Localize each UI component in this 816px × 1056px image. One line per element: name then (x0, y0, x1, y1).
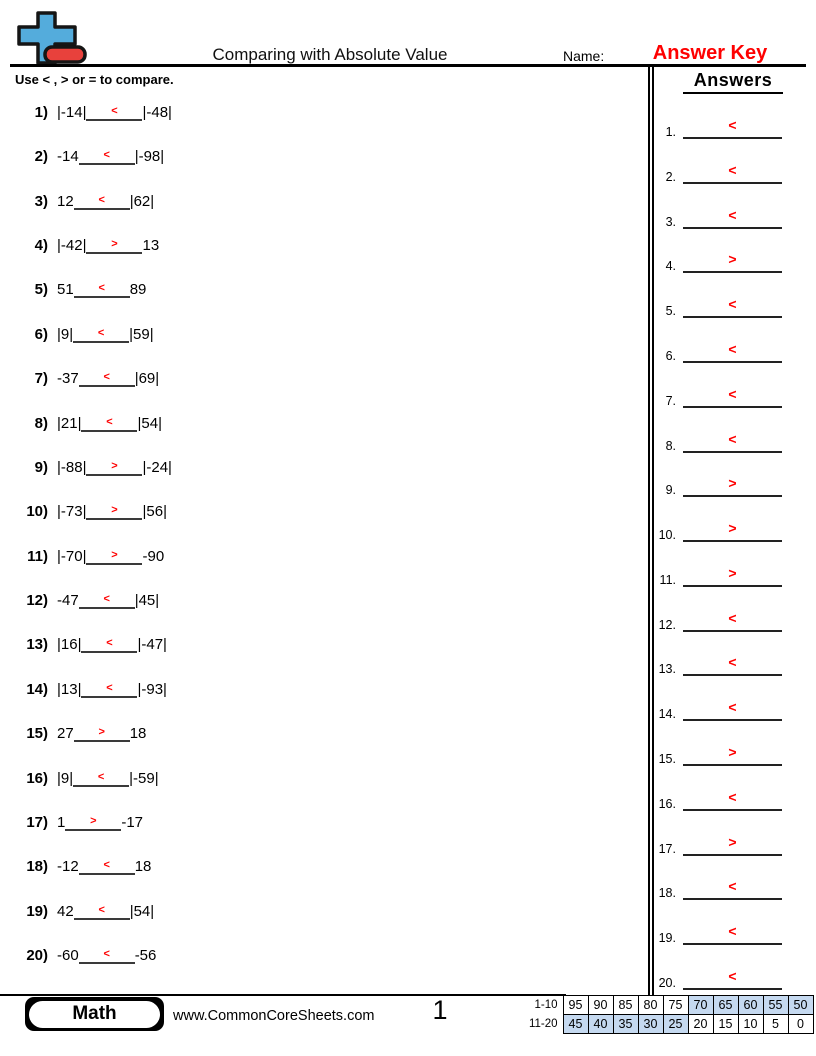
answers-heading: Answers (683, 70, 783, 94)
header-divider-line (10, 64, 806, 67)
answer-line (683, 834, 782, 856)
page-title: Comparing with Absolute Value (212, 45, 448, 64)
problem-left-value: -37 (57, 370, 79, 388)
answer-symbol: < (728, 609, 737, 626)
answer-blank-line (81, 633, 137, 653)
problem-row (14, 498, 167, 520)
problem-answer-symbol: < (103, 593, 110, 606)
problem-number: 1) (34, 104, 48, 121)
plus-minus-icon (14, 10, 90, 66)
problem-number: 6) (34, 325, 48, 343)
problem-right-value: |-98| (134, 148, 165, 166)
score-cell: 5 (763, 1015, 788, 1034)
subject-badge (25, 997, 164, 1031)
answer-number: 6. (665, 348, 676, 363)
answer-row (652, 876, 782, 900)
score-cell: 85 (613, 996, 638, 1015)
answer-symbol: > (728, 520, 737, 537)
problem-number: 17) (26, 813, 48, 831)
problem-number: 15) (26, 725, 48, 743)
problem-answer-symbol: < (111, 105, 118, 117)
answer-blank-line (86, 545, 142, 565)
answer-line (683, 296, 782, 318)
answer-number: 14. (658, 707, 676, 722)
problem-left-value: 27 (57, 725, 74, 743)
problem-left-value: |-70| (57, 547, 87, 565)
answer-symbol: > (728, 564, 737, 581)
problem-right-value: 89 (129, 281, 147, 299)
answer-number: 12. (658, 617, 676, 632)
problem-left-value: |-73| (57, 503, 87, 521)
score-cell: 80 (638, 996, 663, 1015)
answer-blank-line (65, 811, 121, 831)
problem-left-value: |9| (57, 769, 74, 787)
answer-symbol: < (728, 654, 737, 671)
score-row-label: 1-10 (534, 999, 558, 1011)
problem-left-value: |9| (57, 325, 74, 343)
answer-symbol: < (728, 117, 737, 133)
answer-symbol: < (728, 296, 737, 313)
problem-answer-symbol: > (111, 238, 118, 251)
problem-right-value: 13 (142, 237, 160, 255)
score-cell: 40 (588, 1015, 613, 1034)
answer-line (683, 162, 782, 184)
answer-number: 20. (658, 976, 676, 990)
answer-row (652, 339, 782, 363)
answer-blank-line (74, 722, 130, 742)
problem-row (14, 188, 154, 210)
answer-blank-line (73, 767, 129, 787)
problem-number: 3) (34, 192, 48, 210)
problem-answer-symbol: > (90, 814, 97, 827)
answer-row (652, 160, 782, 184)
problem-number: 9) (34, 458, 48, 476)
answer-blank-line (74, 190, 130, 210)
problem-row (14, 276, 146, 298)
answer-row (652, 608, 782, 632)
answer-blank-line (86, 101, 142, 121)
problem-number: 10) (26, 503, 48, 521)
score-cell: 65 (713, 996, 738, 1015)
answer-line (683, 341, 782, 363)
answer-symbol: < (728, 340, 737, 357)
problem-right-value: 18 (134, 858, 152, 876)
problem-row (14, 232, 159, 254)
score-table-row (517, 996, 813, 1015)
problem-answer-symbol: < (103, 859, 110, 872)
problem-left-value: 1 (57, 813, 66, 831)
problem-right-value: |69| (134, 370, 160, 388)
answer-row (652, 787, 782, 811)
answer-number: 2. (665, 169, 676, 184)
answer-blank-line (86, 234, 142, 254)
problem-number: 8) (34, 414, 48, 432)
problem-number: 2) (34, 148, 48, 166)
answer-blank-line (81, 412, 137, 432)
page-number: 1 (432, 995, 448, 1025)
answer-row (652, 205, 782, 229)
answer-number: 8. (665, 438, 676, 453)
problem-row (14, 631, 167, 653)
answer-line (683, 610, 782, 632)
footer-divider-line (0, 994, 566, 996)
problem-row (14, 143, 164, 165)
score-table-row (517, 1015, 813, 1034)
answer-number: 3. (665, 214, 676, 229)
problem-right-value: |-59| (129, 769, 159, 787)
answer-line (683, 923, 782, 945)
problem-row (14, 898, 154, 920)
problem-answer-symbol: < (98, 282, 105, 295)
score-cell: 70 (688, 996, 713, 1015)
answer-number: 4. (665, 259, 676, 274)
answer-number: 17. (658, 841, 676, 856)
answer-number: 11. (659, 572, 676, 587)
answer-line (683, 117, 782, 139)
problem-right-value: |59| (129, 325, 154, 343)
problem-number: 5) (34, 281, 48, 299)
problem-left-value: |-14| (57, 104, 87, 121)
problem-number: 20) (26, 947, 48, 965)
answer-line (683, 744, 782, 766)
score-table (517, 995, 814, 1034)
problem-answer-symbol: > (111, 548, 118, 561)
answer-row (652, 473, 782, 497)
problem-number: 14) (26, 680, 48, 698)
problem-number: 19) (26, 902, 48, 920)
answer-symbol: < (728, 430, 737, 447)
problem-number: 7) (34, 370, 48, 388)
answer-blank-line (79, 589, 135, 609)
answer-line (683, 520, 782, 542)
score-cell: 45 (563, 1015, 588, 1034)
problem-left-value: |21| (57, 414, 82, 432)
answer-number: 1. (665, 125, 676, 139)
answer-blank-line (74, 900, 130, 920)
problem-right-value: |45| (134, 592, 160, 610)
answer-line (683, 565, 782, 587)
problem-right-value: 18 (129, 725, 147, 743)
problem-answer-symbol: < (98, 903, 105, 916)
answer-symbol: > (728, 833, 737, 850)
problem-left-value: -14 (57, 148, 79, 166)
score-cell: 10 (738, 1015, 763, 1034)
problem-row (14, 809, 143, 831)
answer-symbol: < (728, 878, 737, 895)
problem-answer-symbol: < (106, 637, 113, 650)
score-cell: 60 (738, 996, 763, 1015)
problem-right-value: |62| (129, 192, 155, 210)
problem-number: 12) (26, 592, 48, 610)
answer-symbol: < (728, 788, 737, 805)
problem-right-value: |-93| (137, 680, 167, 698)
score-cell: 50 (788, 996, 813, 1015)
answer-line (683, 207, 782, 229)
problem-right-value: |56| (142, 503, 167, 521)
answer-number: 19. (658, 931, 676, 946)
instructions: Use < , > or = to compare. (15, 72, 174, 87)
name-label: Name: (563, 48, 605, 64)
problem-number: 11) (27, 547, 48, 565)
answer-symbol: < (728, 206, 737, 223)
answer-number: 5. (665, 304, 676, 319)
answer-blank-line (86, 500, 142, 520)
problem-answer-symbol: < (98, 193, 105, 206)
score-cell: 20 (688, 1015, 713, 1034)
problem-answer-symbol: < (106, 415, 113, 428)
problem-answer-symbol: > (98, 726, 105, 739)
answer-blank-line (81, 678, 137, 698)
answer-line (683, 431, 782, 453)
problem-right-value: |-24| (142, 458, 172, 476)
problem-row (14, 587, 159, 609)
score-cell: 35 (613, 1015, 638, 1034)
answer-blank-line (74, 278, 130, 298)
answer-number: 15. (658, 752, 676, 767)
problem-row (14, 454, 172, 476)
problem-row (14, 676, 167, 698)
problem-right-value: |54| (137, 414, 162, 432)
score-cell: 15 (713, 1015, 738, 1034)
name-value-answer-key: Answer Key (652, 42, 768, 64)
answer-row (652, 518, 782, 542)
answer-symbol: > (728, 744, 737, 761)
answer-blank-line (79, 855, 135, 875)
answer-number: 16. (658, 796, 676, 811)
problem-row (14, 853, 151, 875)
answer-line (683, 251, 782, 273)
problem-left-value: |16| (57, 636, 82, 654)
problem-row (14, 365, 159, 387)
answer-row (652, 832, 782, 856)
answer-symbol: < (728, 699, 737, 716)
answer-row (652, 294, 782, 318)
answer-symbol: < (728, 385, 737, 402)
problem-number: 18) (26, 858, 48, 876)
score-cell: 90 (588, 996, 613, 1015)
answer-line (683, 386, 782, 408)
answer-number: 13. (658, 662, 676, 677)
answer-symbol: < (728, 161, 737, 178)
problem-answer-symbol: < (97, 770, 105, 783)
score-cell: 25 (663, 1015, 688, 1034)
problem-left-value: -47 (57, 592, 79, 610)
problem-number: 4) (34, 237, 48, 255)
answer-row (652, 563, 782, 587)
problem-number: 13) (26, 636, 48, 654)
problem-left-value: -12 (57, 858, 79, 876)
problem-answer-symbol: < (106, 681, 113, 694)
answer-blank-line (79, 145, 135, 165)
problem-right-value: -90 (142, 547, 165, 565)
score-cell: 95 (563, 996, 588, 1015)
answer-line (683, 878, 782, 900)
answer-symbol: > (728, 251, 737, 268)
answer-number: 10. (658, 528, 676, 543)
answer-symbol: < (728, 968, 737, 984)
answer-number: 7. (665, 393, 676, 408)
problem-right-value: -56 (134, 947, 157, 965)
answer-line (683, 654, 782, 676)
score-cell: 0 (788, 1015, 813, 1034)
score-cell: 75 (663, 996, 688, 1015)
answer-row (652, 249, 782, 273)
problem-row (14, 942, 156, 964)
problem-row (14, 765, 159, 787)
problem-answer-symbol: < (103, 149, 110, 162)
answer-row (652, 921, 782, 945)
answer-number: 18. (658, 886, 676, 901)
problem-right-value: |-48| (142, 104, 172, 121)
answer-blank-line (79, 367, 135, 387)
problem-right-value: |54| (129, 902, 155, 920)
website-url: www.CommonCoreSheets.com (173, 1008, 375, 1024)
problem-left-value: 51 (57, 281, 74, 299)
commoncoresheets-logo (14, 10, 90, 71)
answer-row (652, 115, 782, 139)
score-row-label: 11-20 (528, 1018, 558, 1030)
problem-right-value: |-47| (137, 636, 167, 654)
problem-left-value: 12 (57, 192, 74, 210)
answer-row (652, 652, 782, 676)
problem-row (14, 543, 164, 565)
subject-label: Math (29, 1001, 160, 1028)
problem-answer-symbol: < (103, 948, 110, 961)
problem-row (14, 720, 146, 742)
score-cell: 55 (763, 996, 788, 1015)
answer-blank-line (86, 456, 142, 476)
problem-left-value: |13| (57, 680, 82, 698)
problem-answer-symbol: < (97, 326, 105, 339)
answer-symbol: > (728, 475, 737, 492)
problem-left-value: |-88| (57, 458, 87, 476)
problem-left-value: |-42| (57, 237, 87, 255)
answer-row (652, 697, 782, 721)
problem-answer-symbol: > (111, 459, 118, 472)
answer-blank-line (79, 944, 135, 964)
problem-left-value: 42 (57, 902, 74, 920)
answer-line (683, 968, 782, 990)
problem-answer-symbol: < (103, 371, 110, 384)
answer-row (652, 384, 782, 408)
answer-number: 9. (665, 483, 676, 498)
answer-row (652, 966, 782, 990)
problem-number: 16) (26, 769, 48, 787)
answer-row (652, 429, 782, 453)
answer-line (683, 789, 782, 811)
answer-row (652, 742, 782, 766)
answer-line (683, 475, 782, 497)
score-cell: 30 (638, 1015, 663, 1034)
problem-answer-symbol: > (111, 504, 118, 517)
problem-row (14, 410, 162, 432)
answer-symbol: < (728, 923, 737, 940)
problem-left-value: -60 (57, 947, 79, 965)
answer-blank-line (73, 323, 129, 343)
problem-row (14, 321, 154, 343)
problem-row (14, 99, 172, 121)
problem-right-value: -17 (121, 813, 144, 831)
answer-line (683, 699, 782, 721)
